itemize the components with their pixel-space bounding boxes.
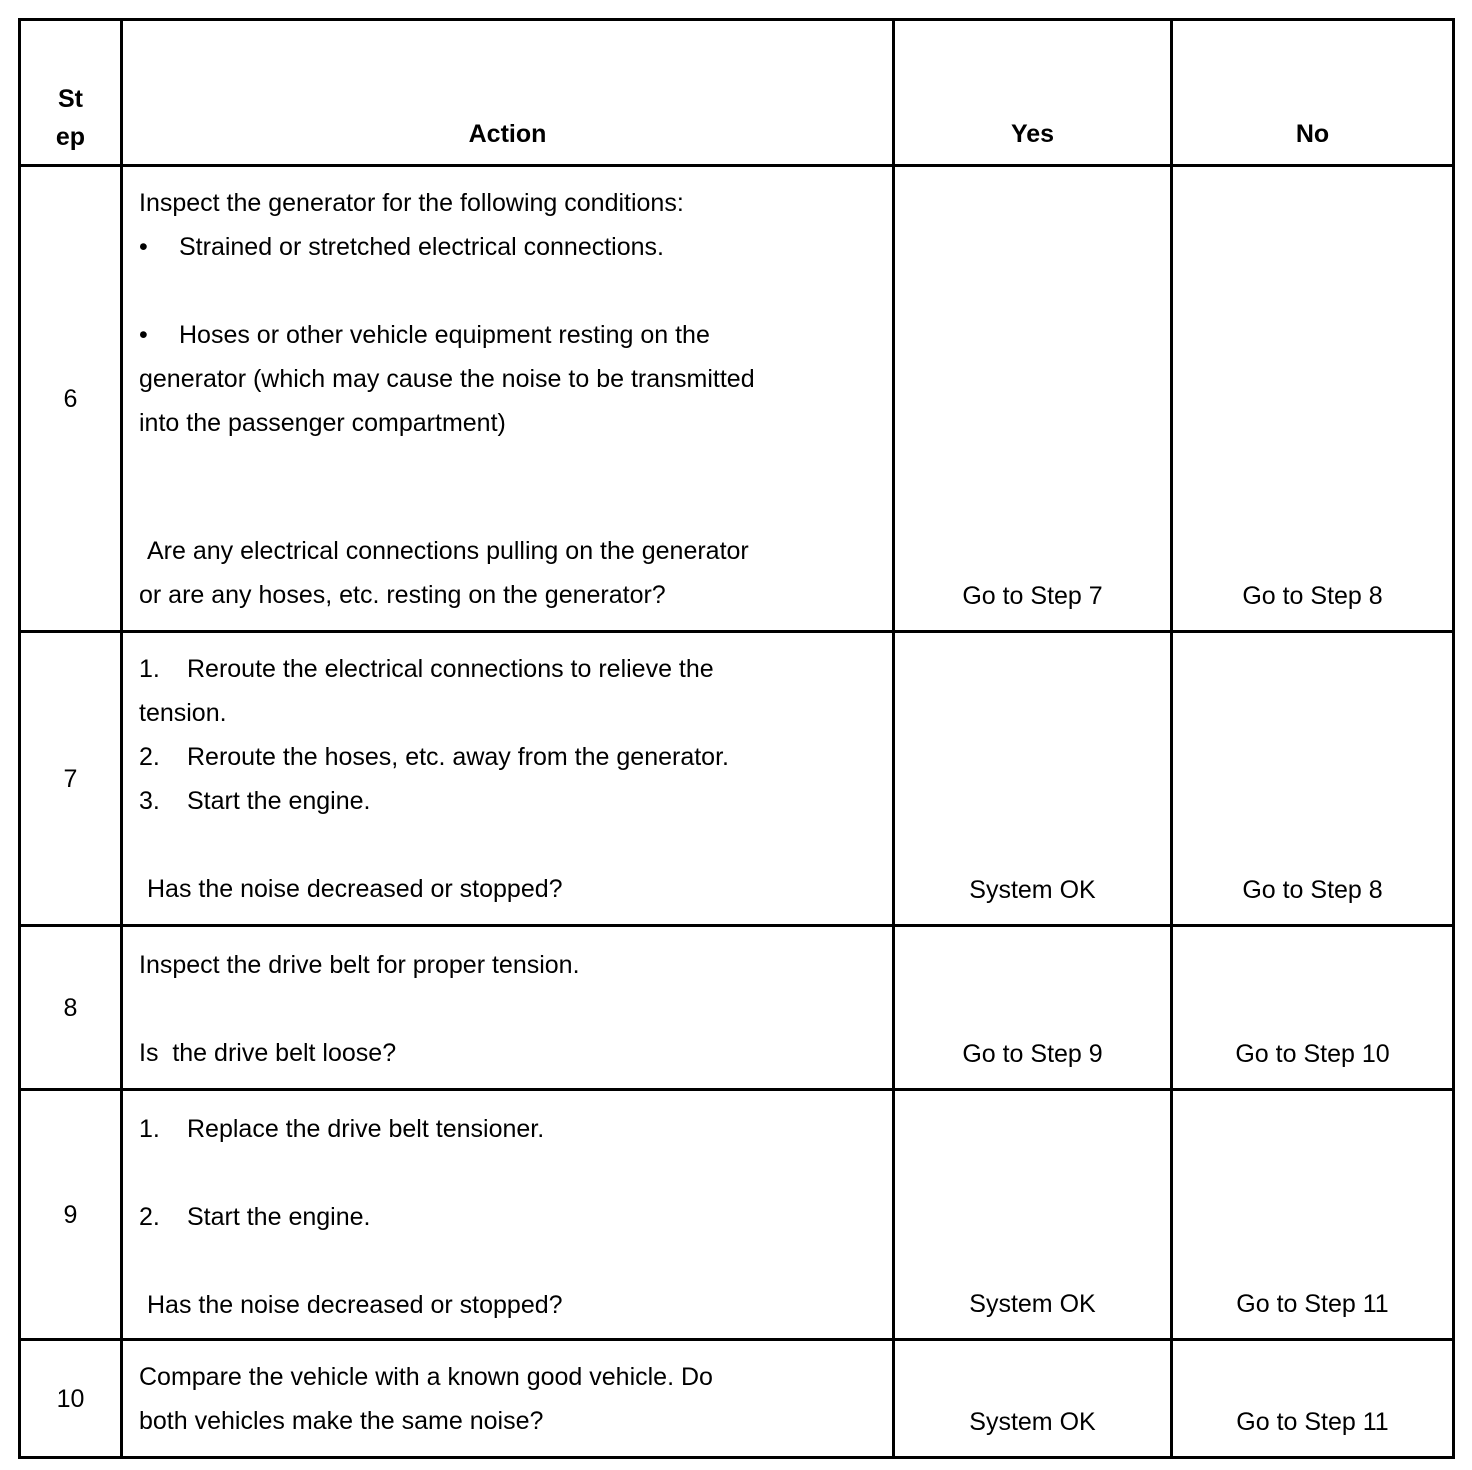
action-cell (122, 632, 894, 926)
list-item (139, 735, 888, 779)
action-intro: Inspect the drive belt for proper tension. (139, 951, 580, 979)
action-cell (122, 166, 894, 632)
list-number: 2. (139, 743, 160, 771)
header-yes: Yes (894, 20, 1172, 166)
table-row-step-7 (20, 632, 1454, 926)
step-number: 8 (20, 926, 122, 1090)
table-row-step-6 (20, 166, 1454, 632)
list-continuation: tension. (139, 699, 227, 727)
bullet-item (139, 225, 888, 269)
list-text: Reroute the electrical connections to relieve the (187, 655, 714, 683)
list-text: Replace the drive belt tensioner. (187, 1115, 545, 1143)
step-number: 10 (20, 1340, 122, 1458)
list-text: Reroute the hoses, etc. away from the generator. (187, 743, 729, 771)
question-text: Are any electrical connections pulling on the generator (147, 537, 749, 565)
list-item (139, 1195, 888, 1239)
question-text: Is the drive belt loose? (139, 1039, 397, 1067)
header-action: Action (122, 20, 894, 166)
yes-result: Go to Step 9 (894, 926, 1172, 1090)
list-number: 1. (139, 1115, 160, 1143)
step-number: 6 (20, 166, 122, 632)
list-item (139, 1107, 888, 1151)
list-number: 1. (139, 655, 160, 683)
no-result: Go to Step 10 (1172, 926, 1454, 1090)
question-text: or are any hoses, etc. resting on the generator? (139, 581, 666, 609)
list-text: Start the engine. (187, 1203, 371, 1231)
list-item (139, 779, 888, 823)
list-item (139, 647, 888, 691)
no-result: Go to Step 11 (1172, 1340, 1454, 1458)
list-number: 2. (139, 1203, 160, 1231)
diagnostic-table (18, 18, 1455, 1459)
table-row-step-9 (20, 1090, 1454, 1340)
question-text: Has the noise decreased or stopped? (147, 875, 563, 903)
no-result: Go to Step 11 (1172, 1090, 1454, 1340)
header-step-line1: St (58, 85, 83, 113)
bullet-continuation: into the passenger compartment) (139, 409, 506, 437)
bullet-text: Strained or stretched electrical connections. (179, 233, 664, 261)
action-cell (122, 1340, 894, 1458)
yes-result: System OK (894, 632, 1172, 926)
list-text: Start the engine. (187, 787, 371, 815)
table-row-step-10 (20, 1340, 1454, 1458)
yes-result: System OK (894, 1090, 1172, 1340)
no-result: Go to Step 8 (1172, 166, 1454, 632)
header-step (20, 20, 122, 166)
yes-result: System OK (894, 1340, 1172, 1458)
bullet-item (139, 313, 888, 357)
step-number: 7 (20, 632, 122, 926)
action-cell (122, 1090, 894, 1340)
action-cell (122, 926, 894, 1090)
list-number: 3. (139, 787, 160, 815)
header-row (20, 20, 1454, 166)
no-result: Go to Step 8 (1172, 632, 1454, 926)
action-text: both vehicles make the same noise? (139, 1407, 544, 1435)
action-text: Compare the vehicle with a known good vehicle. Do (139, 1363, 713, 1391)
question-text: Has the noise decreased or stopped? (147, 1291, 563, 1319)
header-no: No (1172, 20, 1454, 166)
action-intro: Inspect the generator for the following conditions: (139, 189, 684, 217)
step-number: 9 (20, 1090, 122, 1340)
bullet-text: Hoses or other vehicle equipment resting on the (179, 321, 710, 349)
yes-result: Go to Step 7 (894, 166, 1172, 632)
table-row-step-8 (20, 926, 1454, 1090)
bullet-symbol: • (139, 233, 148, 261)
bullet-continuation: generator (which may cause the noise to be transmitted (139, 365, 755, 393)
header-step-line2: ep (55, 123, 86, 151)
bullet-symbol: • (139, 321, 148, 349)
